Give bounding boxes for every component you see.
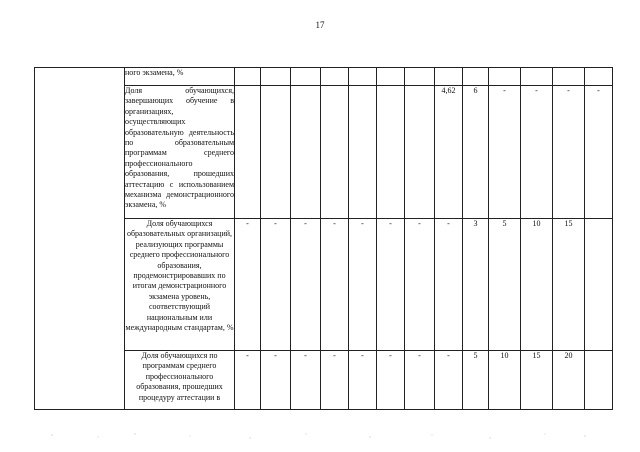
value-cell	[235, 68, 261, 86]
indicators-table	[34, 67, 613, 410]
page-number: 17	[315, 20, 325, 30]
value-cell	[349, 86, 377, 219]
value-cell: 5	[489, 219, 521, 351]
value-cell: -	[321, 351, 349, 410]
value-cell: -	[521, 86, 553, 219]
value-cell: -	[377, 219, 405, 351]
value-cell	[585, 219, 613, 351]
value-cell: 20	[553, 351, 585, 410]
value-cell	[235, 86, 261, 219]
value-cell: 10	[521, 219, 553, 351]
value-cell	[435, 68, 463, 86]
value-cell: -	[321, 219, 349, 351]
value-cell: 4,62	[435, 86, 463, 219]
value-cell: -	[261, 351, 291, 410]
value-cell: -	[261, 219, 291, 351]
scan-noise	[40, 432, 600, 440]
value-cell	[377, 68, 405, 86]
value-cell: -	[585, 86, 613, 219]
table-row	[35, 68, 613, 86]
value-cell	[405, 68, 435, 86]
indicator-description: ного экзамена, %	[125, 68, 235, 86]
indicator-description: Доля обучающихся образовательных организаций, реализующих программы среднего профессионального образования, продемонстрировавших по итогам демонстрационного экзамена уровень, соответствующий национальным или международным стандартам, %	[125, 219, 235, 351]
value-cell: 5	[463, 351, 489, 410]
value-cell: -	[235, 351, 261, 410]
indicator-description: Доля обучающихся, завершающих обучение в организациях, осуществляющих образовательную деятельность по образовательным программам среднего профессионального образования, прошедших аттестацию с использованием механизма демонстрационного экзамена, %	[125, 86, 235, 219]
value-cell: -	[435, 351, 463, 410]
value-cell	[321, 86, 349, 219]
value-cell: -	[405, 351, 435, 410]
value-cell: 15	[521, 351, 553, 410]
value-cell: -	[349, 351, 377, 410]
value-cell: -	[489, 86, 521, 219]
merged-left-cell	[35, 68, 125, 410]
value-cell: -	[435, 219, 463, 351]
value-cell	[489, 68, 521, 86]
value-cell	[463, 68, 489, 86]
value-cell	[261, 86, 291, 219]
value-cell	[585, 351, 613, 410]
value-cell: 10	[489, 351, 521, 410]
value-cell	[585, 68, 613, 86]
value-cell	[377, 86, 405, 219]
value-cell	[291, 86, 321, 219]
value-cell	[261, 68, 291, 86]
value-cell: -	[291, 351, 321, 410]
value-cell	[291, 68, 321, 86]
value-cell: -	[553, 86, 585, 219]
value-cell	[321, 68, 349, 86]
value-cell: -	[291, 219, 321, 351]
value-cell	[405, 86, 435, 219]
value-cell	[553, 68, 585, 86]
value-cell: 6	[463, 86, 489, 219]
value-cell: 15	[553, 219, 585, 351]
value-cell: -	[377, 351, 405, 410]
value-cell	[349, 68, 377, 86]
value-cell	[521, 68, 553, 86]
value-cell: 3	[463, 219, 489, 351]
value-cell: -	[349, 219, 377, 351]
value-cell: -	[235, 219, 261, 351]
indicator-description: Доля обучающихся по программам среднего профессионального образования, прошедших процедуру аттестации в	[125, 351, 235, 410]
value-cell: -	[405, 219, 435, 351]
